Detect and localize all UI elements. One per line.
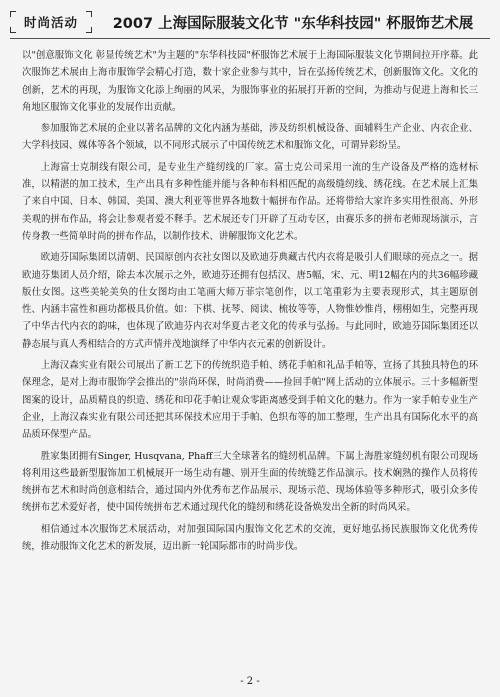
paragraph: 欧迪芬国际集团以清朝、民国原创内衣社女图以及欧迪芬典藏古代内衣将是吸引人们眼球的亮点之一。据欧迪芬集团人员介绍，除去本次展示之外，欧迪芬还拥有包括汉、唐5幅，宋、元、明12幅在内的共36幅珍藏版仕女图。这些美轮美奂的仕女图均由工笔画大师万菲宗笔创作，以工笔重彩为主要表现形式，其主题原创性、内涵丰富性和画功都极具价值。如：下棋、抚琴、阅读、梳妆等等，人物惟妙惟肖，栩栩如生，完整再现了中华古代内衣的韵味，也体现了欧迪芬内衣对华夏古老文化的传承与弘扬。与此同时，欧迪芬国际集团还以静态展与真人秀相结合的方式声情并茂地演绎了中华内衣元素的创新设计。 [22, 252, 478, 350]
badge-corner-icon [10, 27, 16, 33]
page-title: 2007 上海国际服装文化节 "东华科技园" 杯服饰艺术展 [112, 15, 474, 32]
badge-corner-icon [86, 27, 92, 33]
paragraph: 胜家集团拥有Singer, Husqvana, Phaff三大全球著名的缝纫机品牌。下属上海胜家缝纫机有限公司现场将利用这些最新型服饰加工机械展开一场生动有趣、别开生面的传统缝艺作品演示。技术娴熟的操作人员将传统拼布艺术和时尚创意相结合，通过国内外优秀布艺作品展示、现场示范、现场体验等多种形式，吸引众多传统拼布艺术爱好者，使中国传统拼布艺术通过现代化的缝纫和绣花设备焕发出全新的时尚风采。 [22, 450, 478, 514]
paragraph: 相信通过本次服饰艺术展活动，对加强国际国内服饰文化艺术的交流，更好地弘扬民族服饰文化优秀传统，推动服饰文化艺术的新发展，迈出新一轮国际都市的时尚步伐。 [22, 523, 478, 553]
badge-corner-icon [86, 11, 92, 17]
section-badge [10, 11, 92, 33]
section-badge-label: 时尚活动 [23, 15, 78, 30]
paragraph: 以"创意服饰文化 彰显传统艺术"为主题的"东华科技园"杯服饰艺术展于上海国际服装文化节期间拉开序幕。此次服饰艺术展由上海市服饰学会精心打造，数十家企业参与其中，旨在弘扬传统艺术，创新服饰文化。文化的创新，艺术的再现，为服饰文化添上绚丽的风采，为服饰事业的拓展打开新的空间，为推动与促进上海和长三角地区服饰文化事业的发展作出贡献。 [22, 50, 478, 113]
paragraph: 上海汉森实业有限公司展出了新工艺下的传统织造手帕、绣花手帕和礼品手帕等，宣扬了其独具特色的环保理念，是对上海市服饰学会推出的"崇尚环保，时尚消费——捡回手帕"网上活动的立体展示。三十多幅新型图案的设计，品质精良的织造、绣花和印花手帕让观众零距离感受到手帕文化的魅力。作为一家手帕专业生产企业，上海汉森实业有限公司还把其环保技术应用于手帕、色织布等的加工整理，生产出具有国际化水平的高品质环保型产品。 [22, 360, 478, 441]
header-divider [10, 38, 490, 39]
badge-corner-icon [10, 11, 16, 17]
paragraph: 上海富士克制线有限公司，是专业生产缝纫线的厂家。富士克公司采用一流的生产设备及严格的选材标准，以精湛的加工技术，生产出具有多种性能并能与各种布料相匹配的高级缝纫线、绣花线。在艺术展上汇集了来自中国、日本、韩国、美国、澳大利亚等世界各地数十幅拼布作品。还将带给大家许多实用性很高、外形美观的拼布作品，将会让参观者爱不释手。艺术展还专门开辟了互动专区，由赛乐多的拼布老师现场演示，言传身教一些简单时尚的拼布作品，以制作技术、讲解服饰文化艺术。 [22, 161, 478, 242]
page-header [10, 10, 490, 34]
paragraph: 参加服饰艺术展的企业以著名品牌的文化内涵为基础，涉及纺织机械设备、面辅料生产企业、内衣企业、大学科技园、媒体等各个领域，以不同形式展示了中国传统艺术和服饰文化，可谓异彩纷呈。 [22, 123, 478, 152]
page-number: - 2 - [240, 676, 260, 687]
article-body [22, 47, 478, 559]
